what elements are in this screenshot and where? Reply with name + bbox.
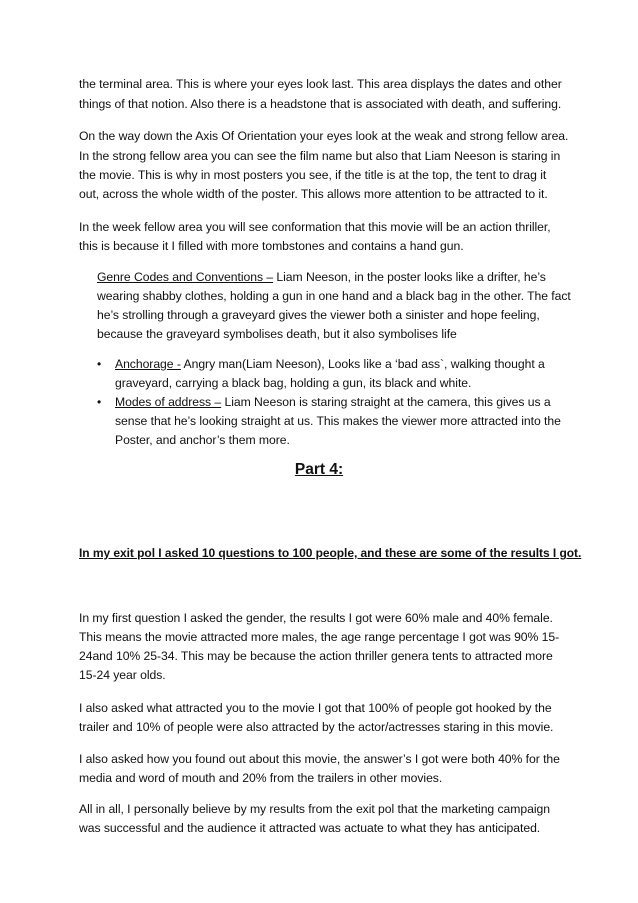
paragraph-line: was successful and the audience it attracted was actuate to what they has anticipated. [79, 821, 541, 835]
exit-poll-heading: In my exit pol I asked 10 questions to 100 people, and these are some of the results I got. [79, 546, 582, 560]
paragraph-line: 24and 10% 25-34. This may be because the action thriller genera tents to attracted more [79, 649, 553, 663]
paragraph-line: In the week fellow area you will see conformation that this movie will be an action thriller, [79, 220, 551, 234]
genre-heading: Genre Codes and Conventions – [97, 270, 274, 284]
paragraph-line: This means the movie attracted more males, the age range percentage I got was 90% 15- [79, 630, 560, 644]
paragraph-line: 15-24 year olds. [79, 668, 166, 682]
paragraph-line: All in all, I personally believe by my results from the exit pol that the marketing campaign [79, 802, 550, 816]
paragraph-line: In the strong fellow area you can see the film name but also that Liam Neeson is staring in [79, 149, 561, 163]
paragraph-line: I also asked what attracted you to the movie I got that 100% of people got hooked by the [79, 701, 552, 715]
paragraph-line: I also asked how you found out about this movie, the answer’s I got were both 40% for the [79, 752, 560, 766]
genre-text: Liam Neeson, in the poster looks like a drifter, he’s [273, 270, 546, 284]
paragraph-line: media and word of mouth and 20% from the trailers in other movies. [79, 771, 443, 785]
genre-line: because the graveyard symbolises death, but it also symbolises life [97, 327, 457, 341]
bullet-icon: • [97, 395, 102, 409]
bullet-line: sense that he’s looking straight at us. This makes the viewer more attracted into the [115, 414, 561, 428]
genre-line [97, 268, 561, 287]
paragraph-line: On the way down the Axis Of Orientation your eyes look at the weak and strong fellow area. [79, 129, 569, 143]
bullet-icon: • [97, 357, 102, 371]
paragraph-line: things of that notion. Also there is a headstone that is associated with death, and suffering. [79, 97, 562, 111]
bullet-line [115, 355, 561, 374]
paragraph-line: In my first question I asked the gender, the results I got were 60% male and 40% female. [79, 611, 553, 625]
paragraph-line: out, across the whole width of the poster. This allows more attention to be attracted to it. [79, 187, 548, 201]
modes-text: Liam Neeson is staring straight at the camera, this gives us a [221, 395, 551, 409]
paragraph-line: trailer and 10% of people were also attracted by the actor/actresses staring in this movie. [79, 720, 554, 734]
genre-line: he’s strolling through a graveyard gives the viewer both a sinister and hope feeling, [97, 308, 540, 322]
bullet-line: Poster, and anchor’s them more. [115, 433, 290, 447]
genre-line: wearing shabby clothes, holding a gun in one hand and a black bag in the other. The fact [97, 289, 571, 303]
anchorage-heading: Anchorage - [115, 357, 181, 371]
bullet-line: graveyard, carrying a black bag, holding a gun, its black and white. [115, 376, 472, 390]
paragraph-line: the movie. This is why in most posters you see, if the title is at the top, the tent to drag it [79, 168, 547, 182]
bullet-line [115, 393, 561, 412]
anchorage-text: Angry man(Liam Neeson), Looks like a ‘bad ass`, walking thought a [180, 357, 545, 371]
modes-heading: Modes of address – [115, 395, 222, 409]
paragraph-line: the terminal area. This is where your eyes look last. This area displays the dates and other [79, 77, 562, 91]
section-heading: Part 4: [294, 461, 344, 478]
paragraph-line: this is because it I filled with more tombstones and contains a hand gun. [79, 239, 464, 253]
